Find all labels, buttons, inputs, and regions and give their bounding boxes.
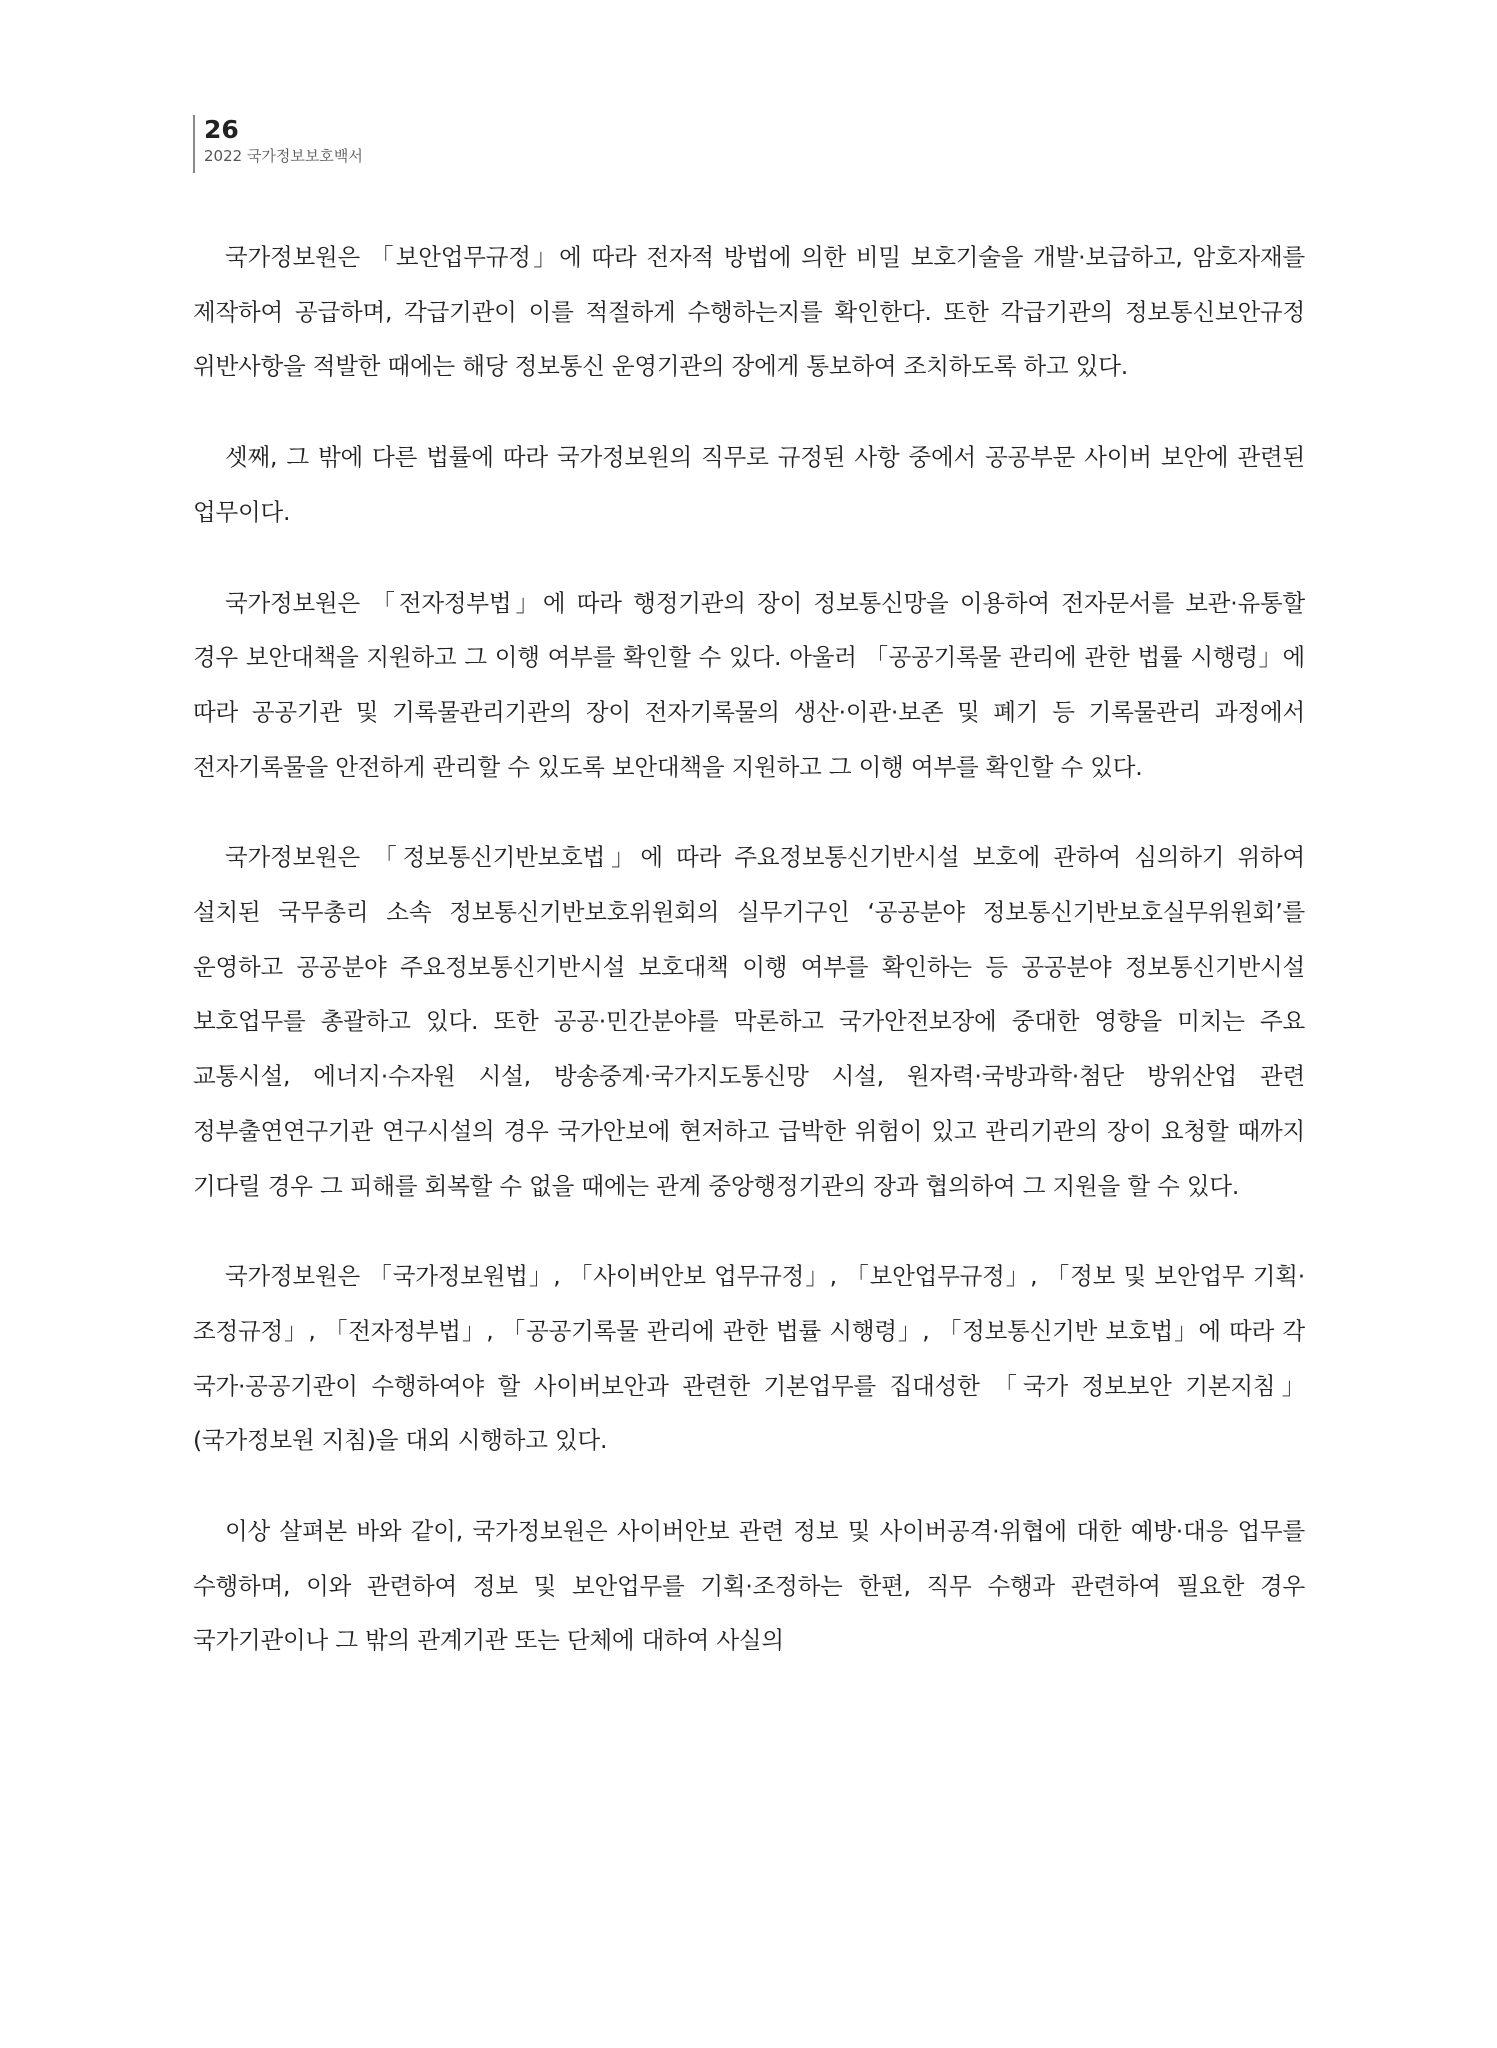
paragraph-e-government-act: 국가정보원은 「전자정부법」에 따라 행정기관의 장이 정보통신망을 이용하여 전자문서를 보관·유통할 경우 보안대책을 지원하고 그 이행 여부를 확인할 수 있다. 아울러 「공공기록물 관리에 관한 법률 시행령」에 따라 공공기관 및 기록물관리기관의 장이 전자기록물의 생산·이관·보존 및 폐기 등 기록물관리 과정에서 전자기록물을 안전하게 관리할 수 있도록 보안대책을 지원하고 그 이행 여부를 확인할 수 있다. [193,588,1305,781]
paragraph-basic-guidelines: 국가정보원은 「국가정보원법」, 「사이버안보 업무규정」, 「보안업무규정」, 「정보 및 보안업무 기획·조정규정」, 「전자정부법」, 「공공기록물 관리에 관한 법률 시행령」, 「정보통신기반 보호법」에 따라 각 국가·공공기관이 수행하여야 할 사이버보안과 관련한 기본업무를 집대성한 「국가 정보보안 기본지침」(국가정보원 지침)을 대외 시행하고 있다. [193,1262,1305,1455]
paragraph-infrastructure-protection: 국가정보원은 「정보통신기반보호법」에 따라 주요정보통신기반시설 보호에 관하여 심의하기 위하여 설치된 국무총리 소속 정보통신기반보호위원회의 실무기구인 ‘공공분야 정보통신기반보호실무위원회’를 운영하고 공공분야 주요정보통신기반시설 보호대책 이행 여부를 확인하는 등 공공분야 정보통신기반시설 보호업무를 총괄하고 있다. 또한 공공·민간분야를 막론하고 국가안전보장에 중대한 영향을 미치는 주요 교통시설, 에너지·수자원 시설, 방송중계·국가지도통신망 시설, 원자력·국방과학·첨단 방위산업 관련 정부출연연구기관 연구시설의 경우 국가안보에 현저하고 급박한 위험이 있고 관리기관의 장이 요청할 때까지 기다릴 경우 그 피해를 회복할 수 없을 때에는 관계 중앙행정기관의 장과 협의하여 그 지원을 할 수 있다. [193,843,1305,1200]
paragraph-summary: 이상 살펴본 바와 같이, 국가정보원은 사이버안보 관련 정보 및 사이버공격·위협에 대한 예방·대응 업무를 수행하며, 이와 관련하여 정보 및 보안업무를 기획·조정하는 한편, 직무 수행과 관련하여 필요한 경우 국가기관이나 그 밖의 관계기관 또는 단체에 대하여 사실의 [193,1517,1305,1655]
page-number: 26 [204,115,239,144]
paragraph-third-duty: 셋째, 그 밖에 다른 법률에 따라 국가정보원의 직무로 규정된 사항 중에서 공공부문 사이버 보안에 관련된 업무이다. [193,443,1305,526]
paragraph-security-regulations: 국가정보원은 「보안업무규정」에 따라 전자적 방법에 의한 비밀 보호기술을 개발·보급하고, 암호자재를 제작하여 공급하며, 각급기관이 이를 적절하게 수행하는지를 확인한다. 또한 각급기관의 정보통신보안규정 위반사항을 적발한 때에는 해당 정보통신 운영기관의 장에게 통보하여 조치하도록 하고 있다. [193,243,1305,381]
body-text [193,230,1305,1668]
running-title: 2022 국가정보보호백서 [204,147,363,165]
page-header [193,115,363,173]
